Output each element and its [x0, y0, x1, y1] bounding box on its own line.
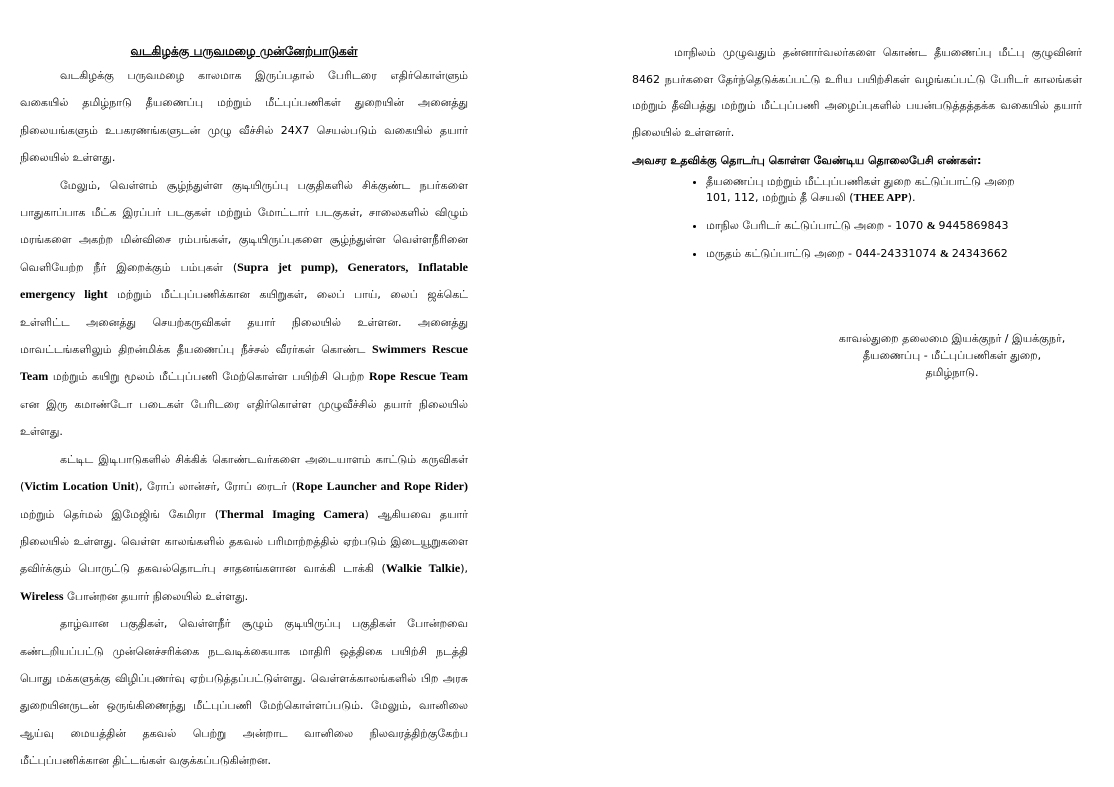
text-run-english: Walkie Talkie [385, 561, 461, 576]
contact-line: ). [907, 191, 916, 205]
text-run-english: Swimmers Rescue Team [20, 342, 468, 384]
paragraph-volunteers: மாநிலம் முழுவதும் தன்னார்வலர்களை கொண்ட தீயணைப்பு மீட்பு குழுவினர் 8462 நபர்களை தேர்ந்தெடுக்கப்பட்டு உரிய பயிற்சிகள் வழங்கப்பட்டு பேரிடர் காலங்கள் மற்றும் தீவிபத்து மற்றும் மீட்புப்பணி அழைப்புகளில் பயன்படுத்தத்தக்க வகையில் தயார் நிலையில் உள்ளனர். [632, 46, 1082, 139]
text-run: ), ரோப் லான்சர், ரோப் ரைடர் ( [134, 480, 296, 494]
right-column [632, 40, 1082, 379]
contact-line: மருதம் கட்டுப்பாட்டு அறை - 044-24331074 [706, 247, 940, 261]
paragraph-tools [20, 446, 468, 610]
text-run: மற்றும் மீட்புப்பணிக்கான கயிறுகள், லைப் பாய், லைப் ஜக்கெட் உள்ளிட்ட அனைத்து செயற்கருவிகள் தயார் நிலையில் உள்ளன. அனைத்து மாவட்டங்களிலும் திறன்மிக்க தீயணைப்பு நீச்சல் வீரர்கள் கொண்ட [20, 288, 468, 357]
signature-line: தீயணைப்பு - மீட்புப்பணிகள் துறை, [862, 349, 1042, 362]
text-run: போன்றன தயார் நிலையில் உள்ளது. [63, 589, 249, 603]
contact-heading: அவசர உதவிக்கு தொடர்பு கொள்ள வேண்டிய தொலைபேசி எண்கள்: [632, 154, 982, 168]
paragraph-readiness: வடகிழக்கு பருவமழை காலமாக இருப்பதால் பேரிடரை எதிர்கொள்ளும் வகையில் தமிழ்நாடு தீயணைப்பு மற்றும் மீட்புப்பணிகள் துறையின் அனைத்து நிலையங்களும் உபகரணங்களுடன் முழு வீச்சில் 24X7 செயல்படும் வகையில் தயார் நிலையில் உள்ளது. [20, 69, 468, 165]
phone-number: 9445869843 [938, 219, 1009, 233]
text-run-english: Thermal Imaging Camera [219, 506, 365, 521]
text-run: என இரு கமாண்டோ படைகள் பேரிடரை எதிர்கொள்ள முழுவீச்சில் தயார் நிலையில் உள்ளது. [20, 397, 468, 439]
contact-amp: & [939, 248, 952, 261]
contact-list [632, 174, 1082, 262]
contact-amp: & [926, 220, 939, 233]
phone-number: 24343662 [951, 247, 1008, 261]
signature-block [822, 330, 1082, 381]
list-item [706, 218, 1082, 234]
text-run-english: Rope Rescue Team [368, 369, 468, 384]
text-run: மற்றும் கயிறு மூலம் மீட்புப்பணி மேற்கொள்ள பயிற்சி பெற்ற [48, 370, 369, 384]
document-title: வடகிழக்கு பருவமழை முன்னேற்பாடுகள் [130, 44, 358, 58]
text-run: ) ஆகியவை தயார் நிலையில் உள்ளது. வெள்ள காலங்களில் தகவல் பரிமாற்றத்தில் ஏற்படும் இடையூறுகளை தவிர்க்கும் பொருட்டு தகவல்தொடர்பு சாதனங்களான வாக்கி டாக்கி ( [20, 507, 468, 576]
text-run-english: Wireless [20, 588, 64, 603]
contact-line: 101, 112, மற்றும் தீ செயலி ( [706, 191, 854, 205]
text-run: ), [460, 562, 469, 576]
paragraph-awareness: தாழ்வான பகுதிகள், வெள்ளநீர் சூழும் குடியிருப்பு பகுதிகள் போன்றவை கண்டறியப்பட்டு முன்னெச்சரிக்கை நடவடிக்கையாக மாதிரி ஒத்திகை பயிற்சி நடத்தி பொது மக்களுக்கு விழிப்புணர்வு ஏற்படுத்தப்பட்டுள்ளது. வெள்ளக்காலங்களில் பிற அரசு துறையினருடன் ஒருங்கிணைந்து மீட்புப்பணி மேற்கொள்ளப்படும். மேலும், வானிலை ஆய்வு மையத்தின் தகவல் பெற்று அன்றாட வானிலை நிலவரத்திற்குகேற்ப மீட்புப்பணிக்கான திட்டங்கள் வகுக்கப்படுகின்றன. [20, 617, 468, 768]
text-run-english: Rope Launcher and Rope Rider) [295, 479, 468, 494]
signature-line: தமிழ்நாடு. [925, 366, 979, 379]
text-run-english: Supra jet pump), Generators, Inflatable emergency light [20, 259, 468, 302]
app-name: THEE APP [853, 192, 908, 205]
text-run: மற்றும் தெர்மல் இமேஜிங் கேமிரா ( [20, 507, 220, 521]
text-run: மேலும், வெள்ளம் சூழ்ந்துள்ள குடியிருப்பு பகுதிகளில் சிக்குண்ட நபர்களை பாதுகாப்பாக மீட்க இரப்பர் படகுகள் மற்றும் மோட்டார் படகுகள், சாலைகளில் விழும் மரங்களை அகற்ற மின்விசை ரம்பங்கள், குடியிருப்புகளை சூழ்ந்துள்ள வெள்ளநீரினை வெளியேற்ற நீர் இறைக்கும் பம்புகள் ( [20, 178, 468, 274]
contact-line: மாநில பேரிடர் கட்டுப்பாட்டு அறை - 1070 [706, 219, 927, 233]
list-item [706, 174, 1082, 206]
contact-line: தீயணைப்பு மற்றும் மீட்புப்பணிகள் துறை கட்டுப்பாட்டு அறை [706, 175, 1015, 189]
list-item [706, 246, 1082, 262]
text-run-english: Victim Location Unit [24, 479, 135, 494]
paragraph-equipment [20, 172, 468, 446]
signature-line: காவல்துறை தலைமை இயக்குநர் / இயக்குநர், [838, 332, 1066, 345]
left-column [20, 40, 468, 775]
text-run: கட்டிட இடிபாடுகளில் சிக்கிக் கொண்டவர்களை அடையாளம் காட்டும் கருவிகள் ( [20, 452, 468, 494]
